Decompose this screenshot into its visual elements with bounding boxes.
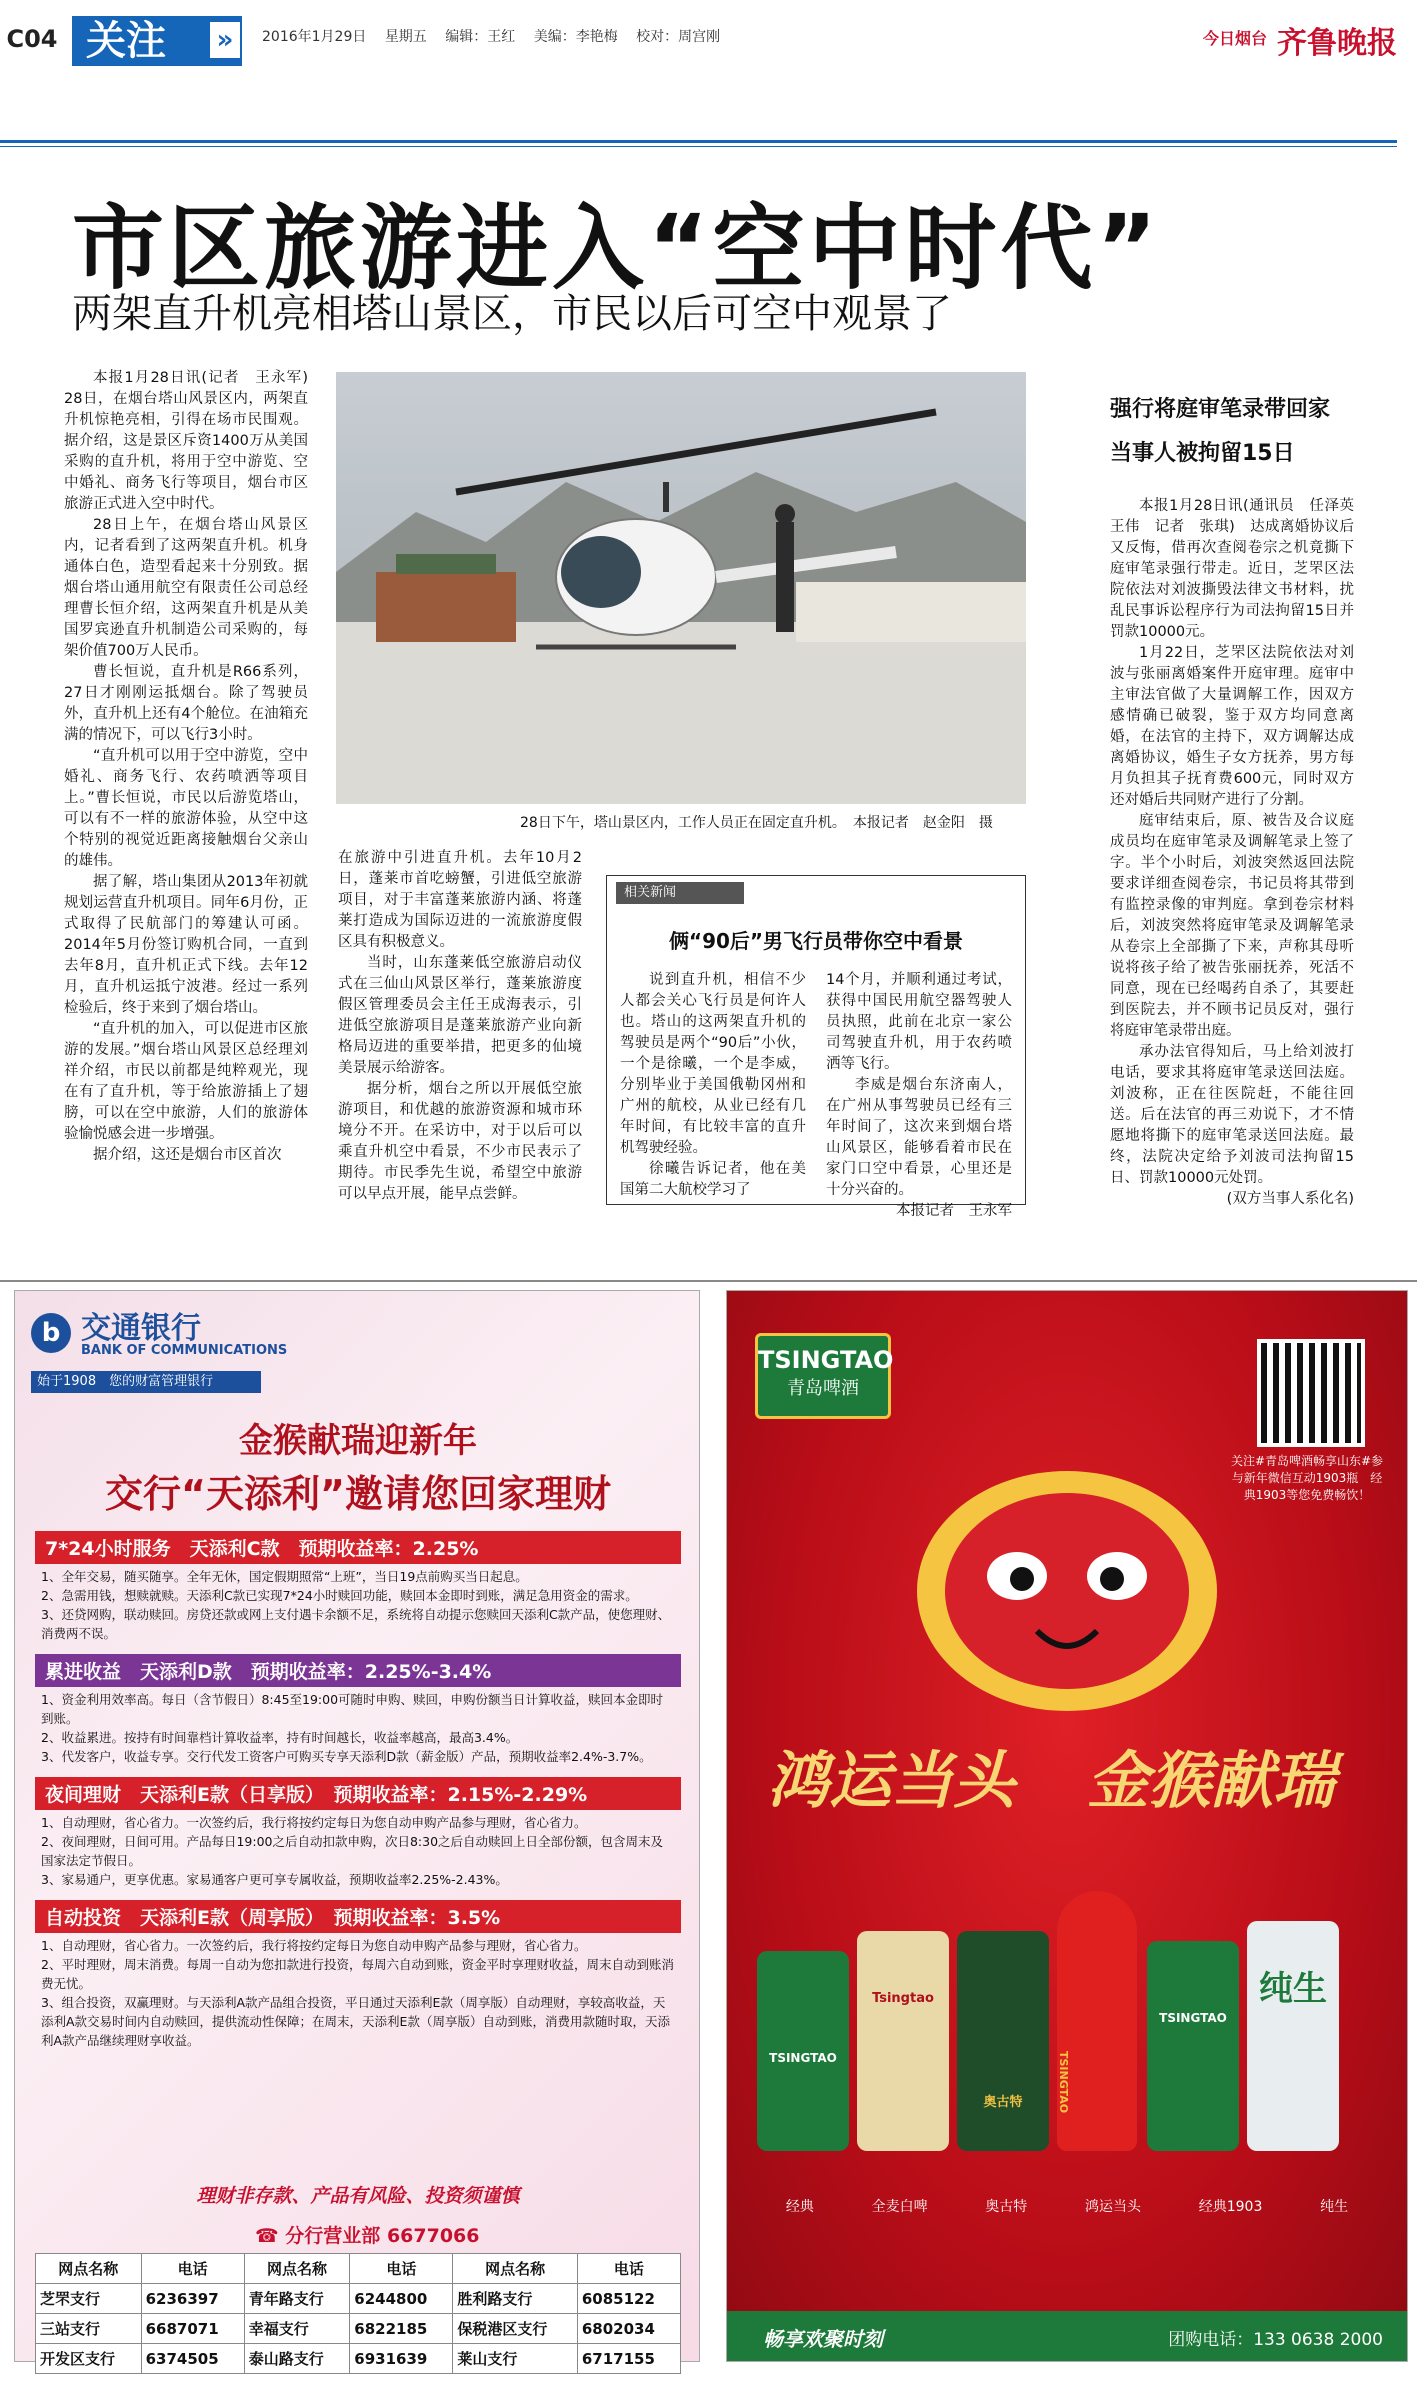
tsingtao-logo	[755, 1333, 894, 1419]
bank-slogan: 您的财富管理银行	[109, 1374, 214, 1389]
product-label: 全麦白啤	[871, 2199, 928, 2215]
table-cell: 开发区支行	[36, 2344, 142, 2374]
table-header: 网点名称	[453, 2254, 577, 2284]
can-draft	[1247, 1921, 1339, 2151]
paragraph: 李威是烟台东济南人，在广州从事驾驶员已经有三年时间了，这次来到烟台塔山风景区，能够看着市民在家门口空中看景，心里还是十分兴奋的。	[826, 1077, 1012, 1198]
branch-label: 分行营业部	[285, 2225, 381, 2247]
sidebar-title-line2: 当事人被拘留15日	[1110, 441, 1295, 466]
double-arrow-icon: »	[210, 22, 240, 58]
subheadline: 两架直升机亮相塔山景区，市民以后可空中观景了	[72, 291, 952, 337]
bank-logo-icon: b	[31, 1313, 71, 1353]
table-cell: 6717155	[577, 2344, 680, 2374]
qr-caption: 关注#青岛啤酒畅享山东#参与新年微信互动1903瓶 经典1903等您免费畅饮！	[1230, 1454, 1384, 1502]
meta-weekday: 星期五	[384, 29, 427, 45]
section-header: 夜间理财 天添利E款（日享版） 预期收益率：2.15%-2.29%	[35, 1777, 681, 1810]
paragraph: 28日上午，在烟台塔山风景区内，记者看到了这两架直升机。机身通体白色，造型看起来十分别致。据烟台塔山通用航空有限责任公司总经理曹长恒介绍，这两架直升机是从美国罗宾逊直升机制造公司采购的，每架价值700万人民币。	[64, 517, 308, 659]
bank-advertisement	[14, 1290, 700, 2368]
section-items	[35, 1564, 681, 1646]
table-cell: 幸福支行	[244, 2314, 350, 2344]
brand-cn: 青岛啤酒	[787, 1378, 859, 1399]
sidebar-title-line1: 强行将庭审笔录带回家	[1110, 397, 1331, 422]
related-news-tag: 相关新闻	[616, 882, 744, 904]
product-label: 经典	[785, 2199, 814, 2215]
product-label: 鸿运当头	[1085, 2199, 1142, 2215]
product-section	[35, 1900, 681, 2053]
table-row	[36, 2284, 681, 2314]
ad-divider	[0, 1280, 1417, 1282]
table-cell: 胜利路支行	[453, 2284, 577, 2314]
can-1903	[1147, 1941, 1239, 2151]
paragraph: 1月22日，芝罘区法院依法对刘波与张丽离婚案件开庭审理。庭审中主审法官做了大量调解工作，因双方感情确已破裂，鉴于双方均同意离婚，在法官的主持下，双方调解达成离婚协议，婚生子女方抚养，男方每月负担其子抚育费600元，同时双方还对婚后共同财产进行了分割。	[1110, 645, 1354, 808]
table-cell: 莱山支行	[453, 2344, 577, 2374]
section-header: 自动投资 天添利E款（周享版） 预期收益率：3.5%	[35, 1900, 681, 1933]
table-header-row	[36, 2254, 681, 2284]
table-cell: 6374505	[141, 2344, 244, 2374]
header-rule-thin	[0, 146, 1397, 147]
table-cell: 6236397	[141, 2284, 244, 2314]
header-meta	[262, 26, 734, 46]
table-header: 电话	[350, 2254, 453, 2284]
beer-advertisement	[726, 1290, 1408, 2362]
beer-footer-bar	[727, 2311, 1407, 2361]
can-wheat	[857, 1931, 949, 2151]
brand-en: TSINGTAO	[758, 1346, 894, 1374]
monkey-face-icon	[887, 1441, 1247, 1741]
bottle-hongyun	[1057, 1891, 1137, 2151]
section-items	[35, 1933, 681, 2053]
sidebar-note: (双方当事人系化名)	[1226, 1191, 1354, 1207]
section-item: 2、急需用钱，想赎就赎。天添利C款已实现7*24小时赎回功能，赎回本金即时到账，满足急用资金的需求。	[41, 1588, 638, 1603]
can-label: TSINGTAO	[1057, 2051, 1070, 2114]
section-item: 1、资金利用效率高。每日（含节假日）8:45至19:00可随时申购、赎回，申购份额当日计算收益，赎回本金即时到账。	[41, 1692, 664, 1726]
section-items	[35, 1810, 681, 1892]
paragraph: 在旅游中引进直升机。去年10月2日，蓬莱市首吃螃蟹，引进低空旅游项目，对于丰富蓬莱旅游内涵、将蓬莱打造成为国际迈进的一流旅游度假区具有积极意义。	[338, 850, 582, 950]
bank-name-cn: 交通银行	[81, 1311, 201, 1346]
meta-designer: 美编：李艳梅	[533, 29, 618, 45]
bank-ad-sections	[35, 1531, 681, 2061]
table-cell: 6085122	[577, 2284, 680, 2314]
helicopter-photo	[336, 372, 1026, 804]
paragraph: 据了解，塔山集团从2013年初就规划运营直升机项目。同年6月份，正式取得了民航部门的筹建认可函。2014年5月份签订购机合同，一直到去年8月，直升机正式下线。去年12月，直升机运抵宁波港。经过一系列检验后，终于来到了烟台塔山。	[64, 874, 308, 1016]
beer-slogan-1: 鸿运当头	[767, 1744, 1016, 1817]
bank-slogan-bar	[31, 1371, 261, 1393]
paragraph: 承办法官得知后，马上给刘波打电话，要求其将庭审笔录送回法庭。刘波称，正在往医院赶，不能往回送。后在法官的再三劝说下，才不情愿地将撕下的庭审笔录送回法庭。最终，法院决定给予刘波司法拘留15日、罚款10000元处罚。	[1110, 1044, 1354, 1186]
helicopter-illustration	[336, 372, 1026, 804]
section-item: 1、自动理财，省心省力。一次签约后，我行将按约定每日为您自动申购产品参与理财，省心省力。	[41, 1815, 587, 1830]
newspaper-brand: 齐鲁晚报	[1277, 26, 1397, 61]
paragraph: 据介绍，这还是烟台市区首次	[93, 1147, 282, 1163]
related-news-title: 俩“90后”男飞行员带你空中看景	[668, 929, 964, 953]
bank-ad-title1: 金猴献瑞迎新年	[239, 1421, 477, 1461]
product-section	[35, 1777, 681, 1892]
product-labels	[757, 2196, 1377, 2216]
bank-risk-notice: 理财非存款、产品有风险、投资须谨慎	[196, 2185, 520, 2207]
paragraph: 曹长恒说，直升机是R66系列，27日才刚刚运抵烟台。除了驾驶员外，直升机上还有4个舱位。在油箱充满的情况下，可以飞行3小时。	[64, 664, 308, 743]
section-item: 2、收益累进。按持有时间靠档计算收益率，持有时间越长，收益率越高，最高3.4%。	[41, 1730, 519, 1745]
section-item: 1、自动理财，省心省力。一次签约后，我行将按约定每日为您自动申购产品参与理财，省心省力。	[41, 1938, 587, 1953]
can-label: TSINGTAO	[1159, 2011, 1227, 2025]
today-yantai: 今日烟台	[1202, 29, 1267, 48]
table-row	[36, 2344, 681, 2374]
section-item: 3、代发客户，收益专享。交行代发工资客户可购买专享天添利D款（薪金版）产品，预期收益率2.4%-3.7%。	[41, 1749, 652, 1764]
can-label: 奥古特	[983, 2095, 1023, 2110]
related-col1	[620, 970, 806, 1201]
product-section	[35, 1531, 681, 1646]
paragraph: 本报1月28日讯(通讯员 任泽英 王伟 记者 张琪) 达成离婚协议后又反悔，借再次查阅卷宗之机竟撕下庭审笔录强行带走。近日，芝罘区法院依法对刘波撕毁法律文书材料，扰乱民事诉讼程序行为司法拘留15日并罚款10000元。	[1110, 498, 1369, 640]
related-col2	[826, 970, 1012, 1222]
bank-since: 始于1908	[37, 1374, 97, 1389]
table-cell: 6802034	[577, 2314, 680, 2344]
table-cell: 青年路支行	[244, 2284, 350, 2314]
header-rule	[0, 140, 1397, 143]
phone-icon: ☎	[255, 2225, 279, 2247]
byline: 本报记者 王永军	[896, 1203, 1012, 1219]
section-header: 累进收益 天添利D款 预期收益率：2.25%-3.4%	[35, 1654, 681, 1687]
can-augerta	[957, 1931, 1049, 2151]
branch-phone: 6677066	[386, 2225, 480, 2247]
sidebar-title	[1110, 388, 1330, 476]
table-header: 网点名称	[36, 2254, 142, 2284]
branch-contact	[255, 2221, 479, 2248]
page-number: C04	[6, 25, 58, 53]
product-label: 奥古特	[985, 2199, 1028, 2215]
bank-ad-title2: 交行“天添利”邀请您回家理财	[105, 1472, 611, 1516]
product-section	[35, 1654, 681, 1769]
product-label: 经典1903	[1198, 2199, 1263, 2215]
can-label: 纯生	[1259, 1969, 1327, 2009]
beer-footer-slogan: 畅享欢聚时刻	[763, 2327, 883, 2351]
table-header: 电话	[141, 2254, 244, 2284]
paragraph: 14个月，并顺利通过考试，获得中国民用航空器驾驶人员执照，此前在北京一家公司驾驶直升机，用于农药喷洒等飞行。	[826, 972, 1012, 1072]
table-cell: 三站支行	[36, 2314, 142, 2344]
section-tag: 关注	[72, 16, 242, 66]
table-cell: 6244800	[350, 2284, 453, 2314]
beer-slogan-2: 金猴献瑞	[1087, 1744, 1336, 1817]
section-items	[35, 1687, 681, 1769]
paragraph: 当时，山东蓬莱低空旅游启动仪式在三仙山风景区举行，蓬莱旅游度假区管理委员会主任王成海表示，引进低空旅游项目是蓬莱旅游产业向新格局迈进的重要举措，把更多的仙境美景展示给游客。	[338, 955, 582, 1076]
article-col1	[64, 368, 323, 1166]
paragraph: “直升机可以用于空中游览，空中婚礼、商务飞行、农药喷洒等项目上。”曹长恒说，市民以后游览塔山，可以有不一样的旅游体验，从空中这个特别的视觉近距离接触烟台父亲山的雄伟。	[64, 748, 308, 869]
article-col2	[338, 848, 582, 1205]
paragraph: 据分析，烟台之所以开展低空旅游项目，和优越的旅游资源和城市环境分不开。在采访中，对于以后可以乘直升机空中看景，不少市民表示了期待。市民季先生说，希望空中旅游可以早点开展，能早点尝鲜。	[338, 1081, 582, 1202]
paragraph: 说到直升机，相信不少人都会关心飞行员是何许人也。塔山的这两架直升机的驾驶员是两个“90后”小伙，一个是徐曦，一个是李威，分别毕业于美国俄勒冈州和广州的航校，从业已经有几年时间，有比较丰富的直升机驾驶经验。	[620, 972, 806, 1156]
qr-code-icon[interactable]	[1257, 1339, 1365, 1447]
can-classic	[757, 1951, 849, 2151]
sidebar-body	[1110, 496, 1369, 1210]
product-label: 纯生	[1320, 2199, 1349, 2215]
section-item: 2、夜间理财，日间可用。产品每日19:00之后自动扣款申购，次日8:30之后自动赎回上日全部份额，包含周末及国家法定节假日。	[41, 1834, 664, 1868]
paragraph: “直升机的加入，可以促进市区旅游的发展。”烟台塔山风景区总经理刘祥介绍，市民以前都是纯粹观光，现在有了直升机，等于给旅游插上了翅膀，可以在空中旅游，人们的旅游体验愉悦感会进一步增强。	[64, 1021, 308, 1142]
branch-table	[35, 2253, 681, 2374]
table-cell: 保税港区支行	[453, 2314, 577, 2344]
table-cell: 6822185	[350, 2314, 453, 2344]
table-cell: 6687071	[141, 2314, 244, 2344]
bank-name-en: BANK OF COMMUNICATIONS	[81, 1343, 288, 1358]
headline: 市区旅游进入“空中时代”	[72, 195, 1161, 302]
table-header: 网点名称	[244, 2254, 350, 2284]
paragraph: 徐曦告诉记者，他在美国第二大航校学习了	[620, 1161, 806, 1198]
section-item: 1、全年交易，随买随享。全年无休，国定假期照常“上班”，当日19点前购买当日起息。	[41, 1569, 528, 1584]
meta-proofreader: 校对：周宫刚	[636, 29, 721, 45]
can-label: Tsingtao	[872, 1991, 934, 2006]
section-item: 3、还贷网购，联动赎回。房贷还款或网上支付遇卡余额不足，系统将自动提示您赎回天添利C款产品，使您理财、消费两不误。	[41, 1607, 671, 1641]
photo-caption: 28日下午，塔山景区内，工作人员正在固定直升机。 本报记者 赵金阳 摄	[520, 815, 993, 831]
table-cell: 6931639	[350, 2344, 453, 2374]
section-header: 7*24小时服务 天添利C款 预期收益率：2.25%	[35, 1531, 681, 1564]
section-item: 3、组合投资，双赢理财。与天添利A款产品组合投资，平日通过天添利E款（周享版）自动理财，享较高收益，天添利A款交易时间内自动赎回，提供流动性保障；在周末，天添利E款（周享版）自动到账，消费用款随时取，天添利A款产品继续理财享收益。	[41, 1995, 670, 2048]
table-header: 电话	[577, 2254, 680, 2284]
paragraph: 本报1月28日讯(记者 王永军) 28日，在烟台塔山风景区内，两架直升机惊艳亮相，引得在场市民围观。据介绍，这是景区斥资1400万从美国采购的直升机，将用于空中游览、空中婚礼、商务飞行等项目，烟台市区旅游正式进入空中时代。	[64, 370, 323, 512]
can-label: TSINGTAO	[769, 2051, 837, 2065]
meta-date: 2016年1月29日	[262, 29, 367, 45]
section-item: 2、平时理财，周末消费。每周一自动为您扣款进行投资，每周六自动到账，资金平时享理财收益，周末自动到账消费无忧。	[41, 1957, 674, 1991]
paragraph: 庭审结束后，原、被告及合议庭成员均在庭审笔录及调解笔录上签了字。半个小时后，刘波突然返回法院要求详细查阅卷宗，书记员将其带到有监控录像的审判庭。拿到卷宗材料后，刘波突然将庭审笔录及调解笔录从卷宗上全部撕了下来，声称其母听说将孩子给了被告张丽抚养，死活不同意，现在已经喝药自杀了，其要赶到医院去，并不顾书记员反对，强行将庭审笔录带出庭。	[1110, 813, 1354, 1039]
table-row	[36, 2314, 681, 2344]
group-buy-phone: 团购电话：133 0638 2000	[1168, 2330, 1383, 2350]
table-cell: 泰山路支行	[244, 2344, 350, 2374]
table-cell: 芝罘支行	[36, 2284, 142, 2314]
meta-editor: 编辑：王红	[445, 29, 516, 45]
section-item: 3、家易通户，更享优惠。家易通客户更可享专属收益，预期收益率2.25%-2.43%。	[41, 1872, 508, 1887]
product-lineup	[757, 1891, 1377, 2151]
